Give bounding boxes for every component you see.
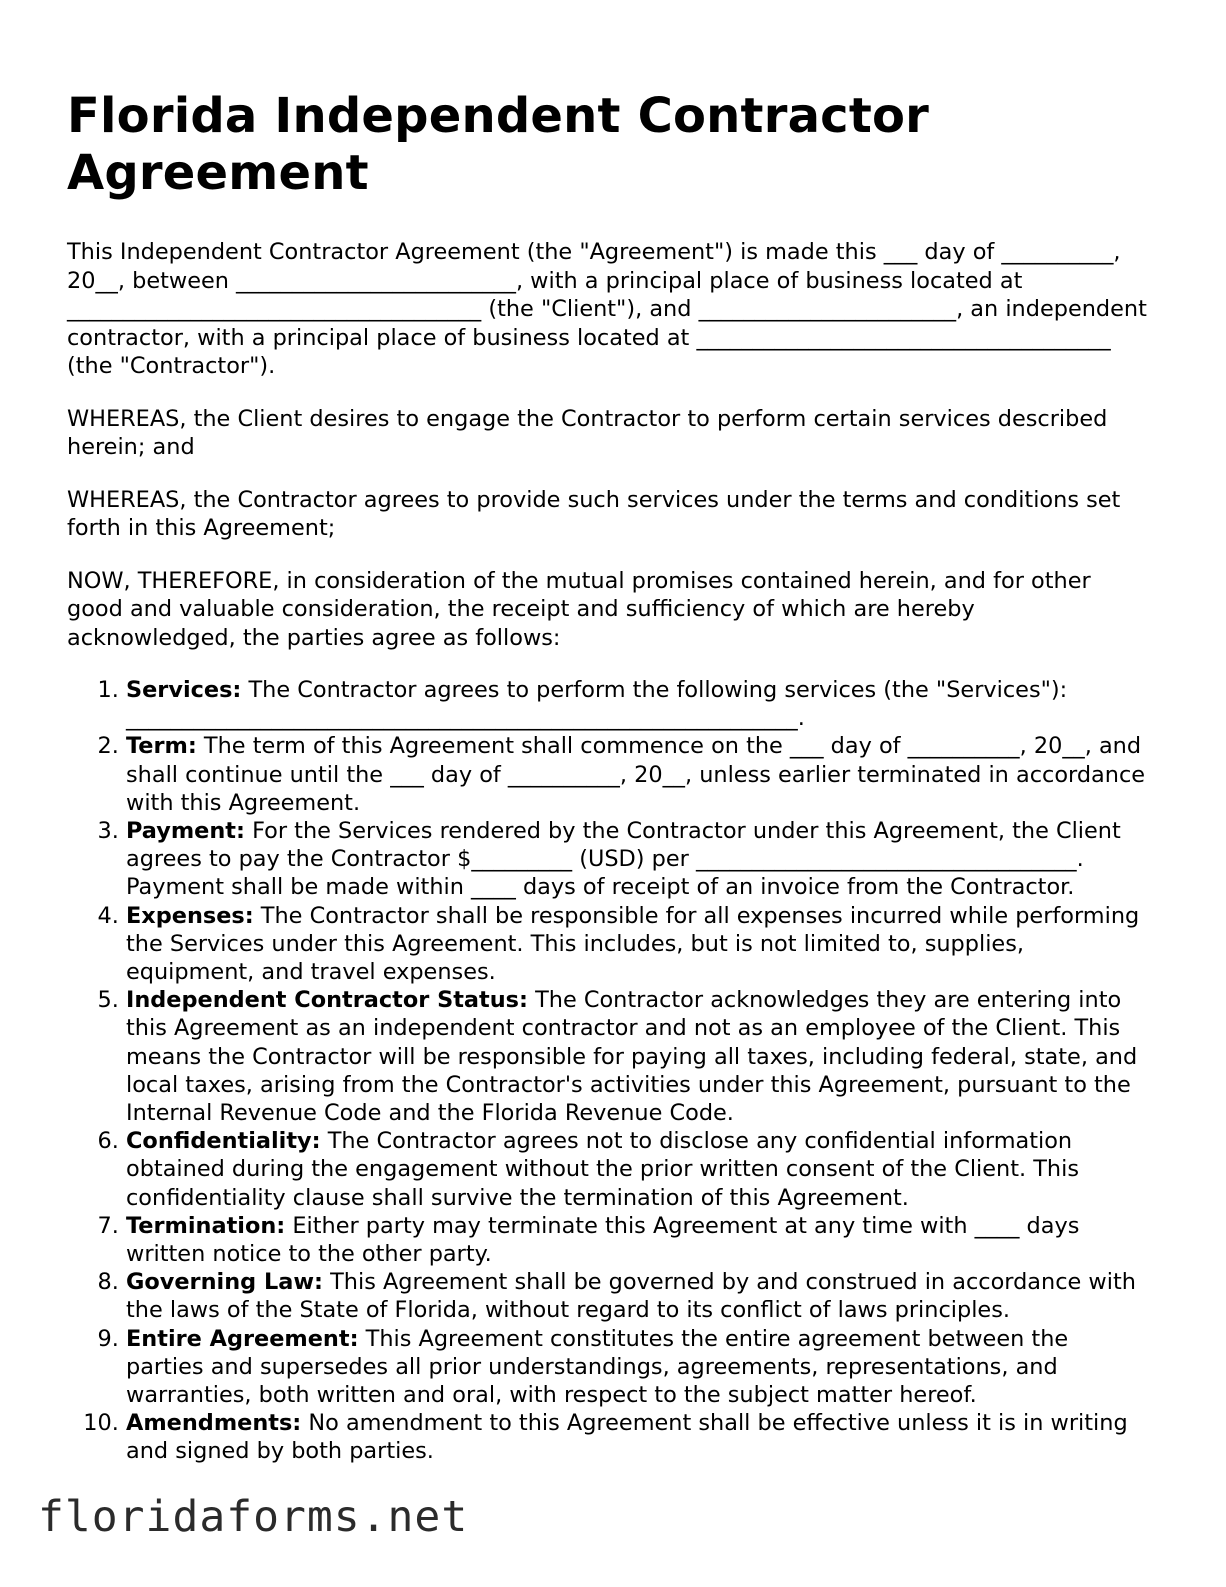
page-title: Florida Independent Contractor Agreement <box>67 88 930 201</box>
clause-text: The term of this Agreement shall commence on the ___ day of __________, 20__, and shall continue until the ___ day of __________, 20__, unless earlier terminated in accordance with this Agreement. <box>126 733 1146 816</box>
clause-text: The Contractor agrees not to disclose any confidential information obtained during the engagement without the prior written consent of the Client. This confidentiality clause shall survive the termination of this Agreement. <box>126 1128 1080 1211</box>
site-watermark: floridaforms.net <box>38 1492 469 1542</box>
clause-termination <box>126 1212 1147 1268</box>
clause-expenses <box>126 902 1147 987</box>
whereas-contractor-paragraph: WHEREAS, the Contractor agrees to provide such services under the terms and conditions set forth in this Agreement; <box>67 486 1121 541</box>
document-page <box>67 88 1147 1466</box>
clause-governing-law <box>126 1268 1147 1324</box>
whereas-client-paragraph: WHEREAS, the Client desires to engage the Contractor to perform certain services described herein; and <box>67 405 1108 460</box>
clause-text: The Contractor acknowledges they are entering into this Agreement as an independent contractor and not as an employee of the Client. This means the Contractor will be responsible for paying all taxes, including federal, state, and local taxes, arising from the Contractor's activities under this Agreement, pursuant to the Internal Revenue Code and the Florida Revenue Code. <box>126 987 1138 1127</box>
clause-amendments <box>126 1409 1147 1465</box>
clause-heading: Termination: <box>126 1212 286 1239</box>
intro-paragraph: This Independent Contractor Agreement (the "Agreement") is made this ___ day of __________, 20__, between _________________________, with a principal place of business located at _____________________________________ (the "Client"), and _______________________, an independent contractor, with a principal place of business located at _____________________________________ (the "Contractor"). <box>67 239 1147 379</box>
clause-heading: Amendments: <box>126 1410 302 1437</box>
now-therefore-paragraph: NOW, THEREFORE, in consideration of the mutual promises contained herein, and for other good and valuable consideration, the receipt and sufficiency of which are hereby acknowledged, the parties agree as follows: <box>67 567 1091 651</box>
clause-confidentiality <box>126 1127 1147 1212</box>
clause-text: The Contractor shall be responsible for all expenses incurred while performing the Services under this Agreement. This includes, but is not limited to, supplies, equipment, and travel expenses. <box>126 902 1140 986</box>
clause-text: This Agreement constitutes the entire agreement between the parties and supersedes all prior understandings, agreements, representations, and warranties, both written and oral, with respect to the subject matter hereof. <box>126 1325 1069 1409</box>
clause-text: This Agreement shall be governed by and construed in accordance with the laws of the State of Florida, without regard to its conflict of laws principles. <box>126 1269 1136 1324</box>
clause-entire-agreement <box>126 1325 1147 1410</box>
clause-heading: Confidentiality: <box>126 1128 321 1155</box>
clause-heading: Payment: <box>126 818 245 845</box>
clause-services <box>126 676 1147 732</box>
clause-heading: Governing Law: <box>126 1269 323 1296</box>
clause-heading: Independent Contractor Status: <box>126 987 528 1014</box>
clause-term <box>126 732 1147 817</box>
clause-text: Either party may terminate this Agreement at any time with ____ days written notice to the other party. <box>126 1212 1080 1268</box>
clause-independent-contractor-status <box>126 986 1147 1127</box>
clause-list <box>67 676 1147 1466</box>
clause-text: The Contractor agrees to perform the following services (the "Services"): ____________________________________________________________. <box>126 677 1068 732</box>
clause-heading: Entire Agreement: <box>126 1325 359 1352</box>
clause-payment <box>126 817 1147 902</box>
clause-heading: Expenses: <box>126 902 254 929</box>
clause-heading: Services: <box>126 677 242 703</box>
clause-text: No amendment to this Agreement shall be effective unless it is in writing and signed by both parties. <box>126 1410 1128 1465</box>
clause-heading: Term: <box>126 733 197 760</box>
clause-text: For the Services rendered by the Contractor under this Agreement, the Client agrees to pay the Contractor $_________ (USD) per __________________________________. Payment shall be made within ____ days of receipt of an invoice from the Contractor. <box>126 818 1121 901</box>
